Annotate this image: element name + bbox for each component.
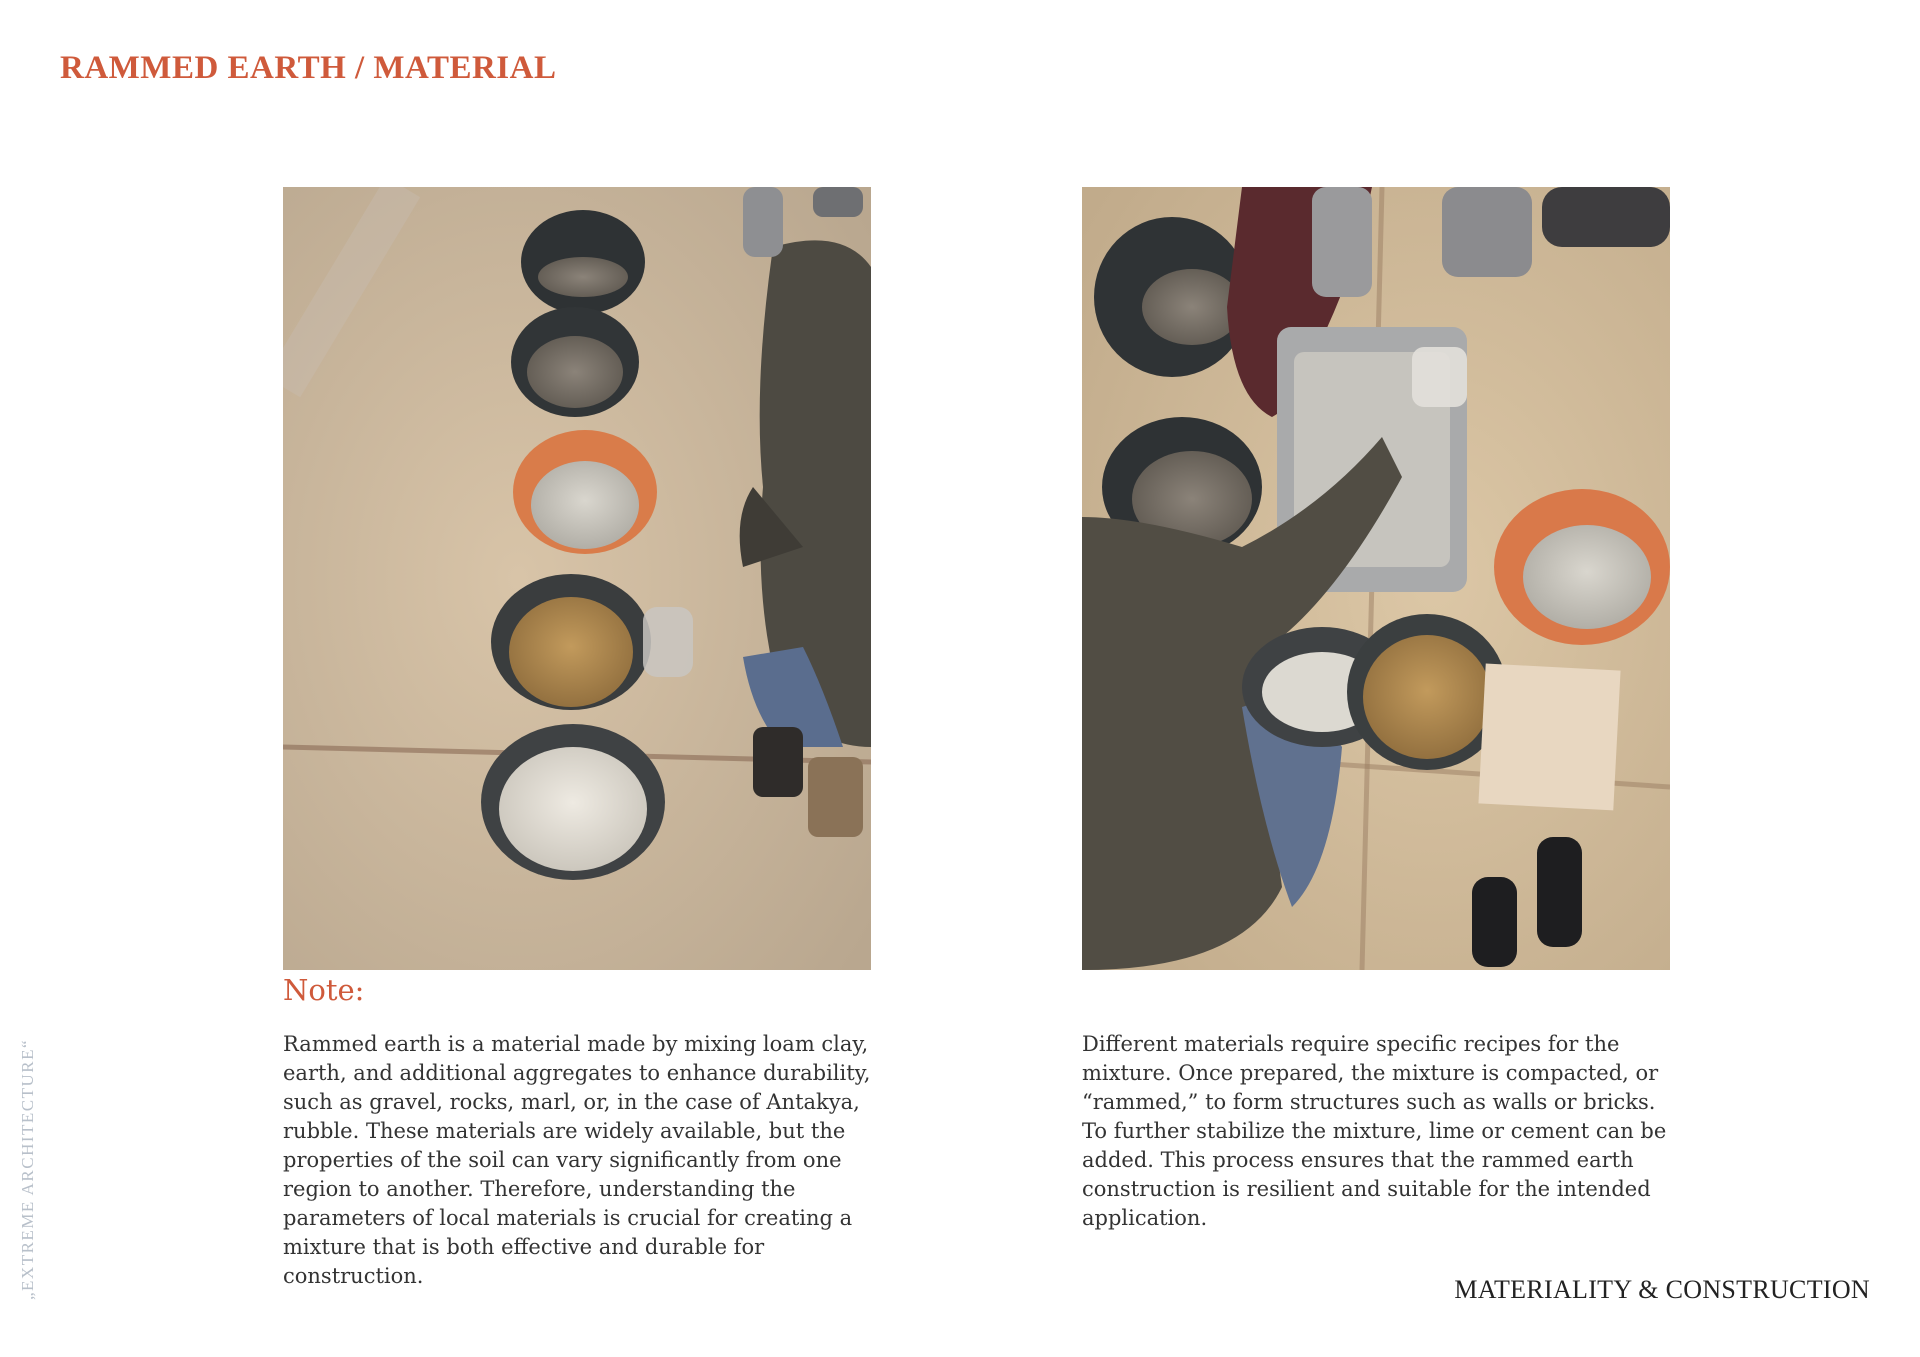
note-heading: Note: — [283, 973, 365, 1007]
photo-mixing — [1082, 187, 1670, 970]
page-title: RAMMED EARTH / MATERIAL — [60, 50, 557, 86]
photo-buckets — [283, 187, 871, 970]
side-label: „EXTREME ARCHITECTURE“ — [18, 1038, 37, 1300]
note-paragraph-right: Different materials require specific recipes for the mixture. Once prepared, the mixture is compacted, or “rammed,” to form structures such as walls or bricks. To further stabilize the mixture, lime or cement can be added. This process ensures that the rammed earth construction is resilient and suitable for the intended application. — [1082, 1032, 1667, 1230]
note-paragraph-left: Rammed earth is a material made by mixing loam clay, earth, and additional aggregates to enhance durability, such as gravel, rocks, marl, or, in the case of Antakya, rubble. These materials are widely available, but the properties of the soil can vary significantly from one region to another. Therefore, understanding the parameters of local materials is crucial for creating a mixture that is both effective and durable for construction. — [283, 1032, 871, 1288]
footer-section-label: MATERIALITY & CONSTRUCTION — [1454, 1275, 1870, 1304]
